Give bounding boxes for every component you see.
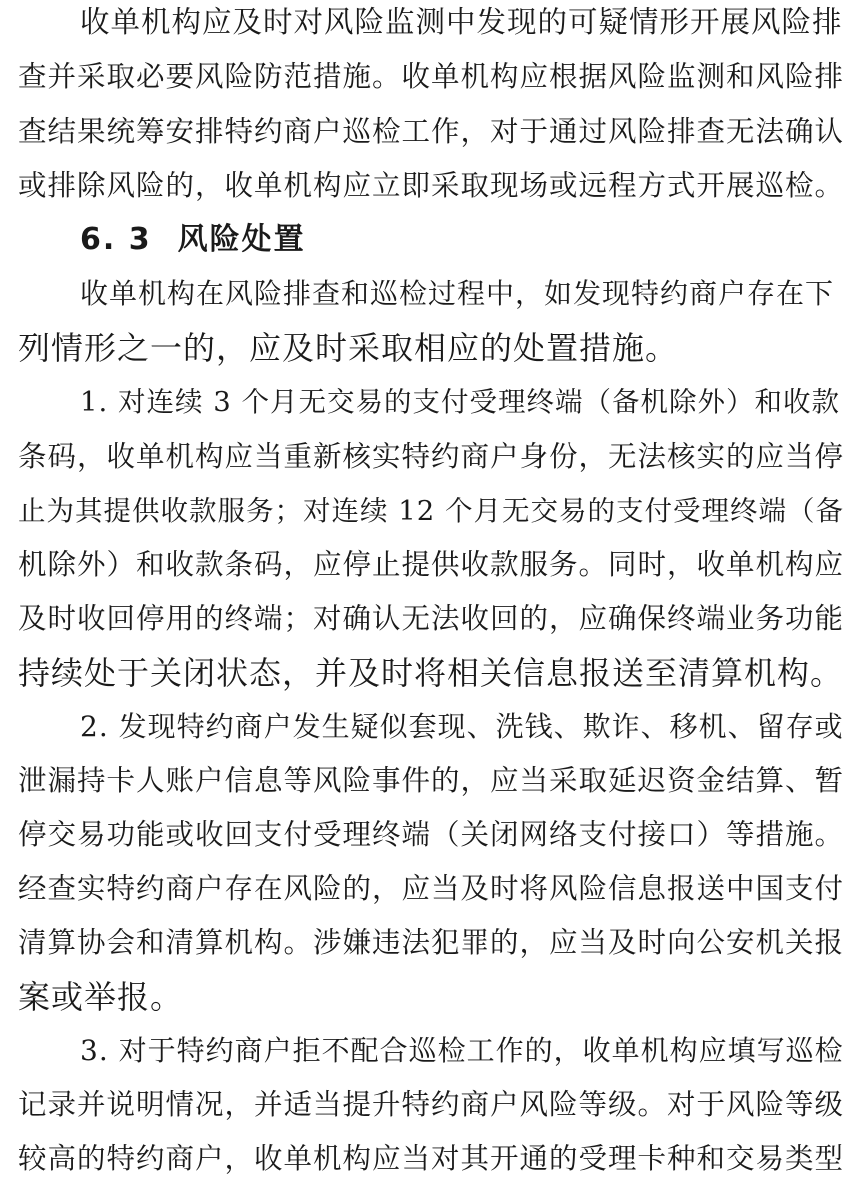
text-line-19: 案或举报。 [18, 978, 184, 1016]
text-line-9: 条码，收单机构应当重新核实特约商户身份，无法核实的应当停 [18, 440, 845, 473]
text-line-7: 列情形之一的，应及时采取相应的处置措施。 [18, 329, 679, 367]
text-line-13: 持续处于关闭状态，并及时将相关信息报送至清算机构。 [18, 654, 844, 692]
text-line-22: 较高的特约商户，收单机构应当对其开通的受理卡种和交易类型 [18, 1142, 845, 1175]
text-line-6: 收单机构在风险排查和巡检过程中，如发现特约商户存在下 [80, 277, 835, 310]
section-number: 6. 3 [80, 222, 152, 257]
text-line-17: 经查实特约商户存在风险的，应当及时将风险信息报送中国支付 [18, 872, 845, 905]
text-line-15: 泄漏持卡人账户信息等风险事件的，应当采取延迟资金结算、暂 [18, 764, 845, 797]
text-line-21: 记录并说明情况，并适当提升特约商户风险等级。对于风险等级 [18, 1088, 845, 1121]
text-line-4: 或排除风险的，收单机构应立即采取现场或远程方式开展巡检。 [18, 169, 845, 202]
text-line-18: 清算协会和清算机构。涉嫌违法犯罪的，应当及时向公安机关报 [18, 926, 845, 959]
text-line-16: 停交易功能或收回支付受理终端（关闭网络支付接口）等措施。 [18, 818, 845, 851]
text-line-11: 机除外）和收款条码，应停止提供收款服务。同时，收单机构应 [18, 548, 845, 581]
section-title: 风险处置 [177, 222, 306, 257]
section-heading [80, 218, 306, 262]
text-line-12: 及时收回停用的终端；对确认无法收回的，应确保终端业务功能 [18, 602, 845, 635]
text-line-3: 查结果统筹安排特约商户巡检工作，对于通过风险排查无法确认 [18, 115, 845, 148]
text-line-20: 3. 对于特约商户拒不配合巡检工作的，收单机构应填写巡检 [80, 1034, 844, 1067]
text-line-14: 2. 发现特约商户发生疑似套现、洗钱、欺诈、移机、留存或 [80, 710, 844, 743]
text-line-2: 查并采取必要风险防范措施。收单机构应根据风险监测和风险排 [18, 60, 845, 93]
text-line-10: 止为其提供收款服务；对连续 12 个月无交易的支付受理终端（备 [18, 495, 844, 527]
text-line-1: 收单机构应及时对风险监测中发现的可疑情形开展风险排 [80, 5, 843, 39]
text-line-8: 1. 对连续 3 个月无交易的支付受理终端（备机除外）和收款 [80, 386, 840, 418]
